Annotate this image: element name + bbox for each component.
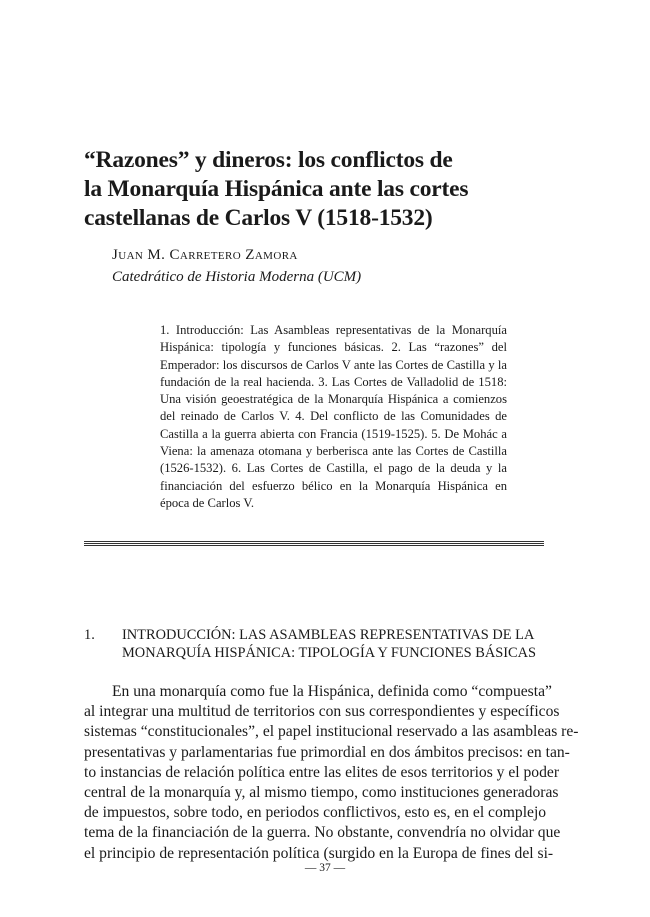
section-number: 1. bbox=[84, 627, 95, 643]
title-line: la Monarquía Hispánica ante las cortes bbox=[84, 176, 469, 202]
body-paragraph bbox=[84, 682, 583, 864]
body-line: presentativas y parlamentarias fue primordial en dos ámbitos precisos: en tan- bbox=[84, 743, 570, 761]
body-line: al integrar una multitud de territorios con sus correspondientes y específicos bbox=[84, 703, 560, 721]
body-line: tema de la financiación de la guerra. No obstante, convendría no olvidar que bbox=[84, 824, 561, 842]
title-line: castellanas de Carlos V (1518-1532) bbox=[84, 205, 433, 231]
body-line: to instancias de relación política entre las elites de esos territorios y el poder bbox=[84, 763, 560, 781]
body-line: En una monarquía como fue la Hispánica, definida como “compuesta” bbox=[112, 683, 552, 700]
body-line: sistemas “constitucionales”, el papel institucional reservado a las asambleas re- bbox=[84, 723, 579, 741]
page-number: — 37 — bbox=[304, 862, 346, 874]
body-line: el principio de representación política (surgido en la Europa de fines del si- bbox=[84, 844, 554, 862]
article-title bbox=[84, 146, 564, 233]
table-of-contents-summary: 1. Introducción: Las Asambleas representativas de la Monarquía Hispánica: tipología y funciones básicas. 2. Las “razones” del Emperador: los discursos de Carlos V ante las Cortes de Castilla y la fundación de la real hacienda. 3. Las Cortes de Valladolid de 1518: Una visión geoestratégica de la Monarquía Hispánica a comienzos del reinado de Carlos V. 4. Del conflicto de las Comunidades de Castilla a la guerra abierta con Francia (1519-1525). 5. De Mohác a Viena: la amenaza otomana y berberisca ante las Cortes de Castilla (1526-1532). 6. Las Cortes de Castilla, el pago de la deuda y la financiación del esfuerzo bélico en la Monarquía Hispánica en época de Carlos V. bbox=[160, 323, 507, 510]
author-name: Juan M. Carretero Zamora bbox=[112, 247, 298, 263]
author-affiliation: Catedrático de Historia Moderna (UCM) bbox=[112, 269, 362, 285]
body-line: de impuestos, sobre todo, en periodos conflictivos, esto es, en el complejo bbox=[84, 804, 547, 822]
body-line: central de la monarquía y, al mismo tiempo, como instituciones generadoras bbox=[84, 784, 559, 802]
section-divider bbox=[84, 541, 544, 546]
section-title: INTRODUCCIÓN: LAS ASAMBLEAS REPRESENTATIVAS DE LA MONARQUÍA HISPÁNICA: TIPOLOGÍA Y FUNCIONES BÁSICAS bbox=[122, 627, 537, 661]
title-line: “Razones” y dineros: los conflictos de bbox=[84, 147, 453, 173]
